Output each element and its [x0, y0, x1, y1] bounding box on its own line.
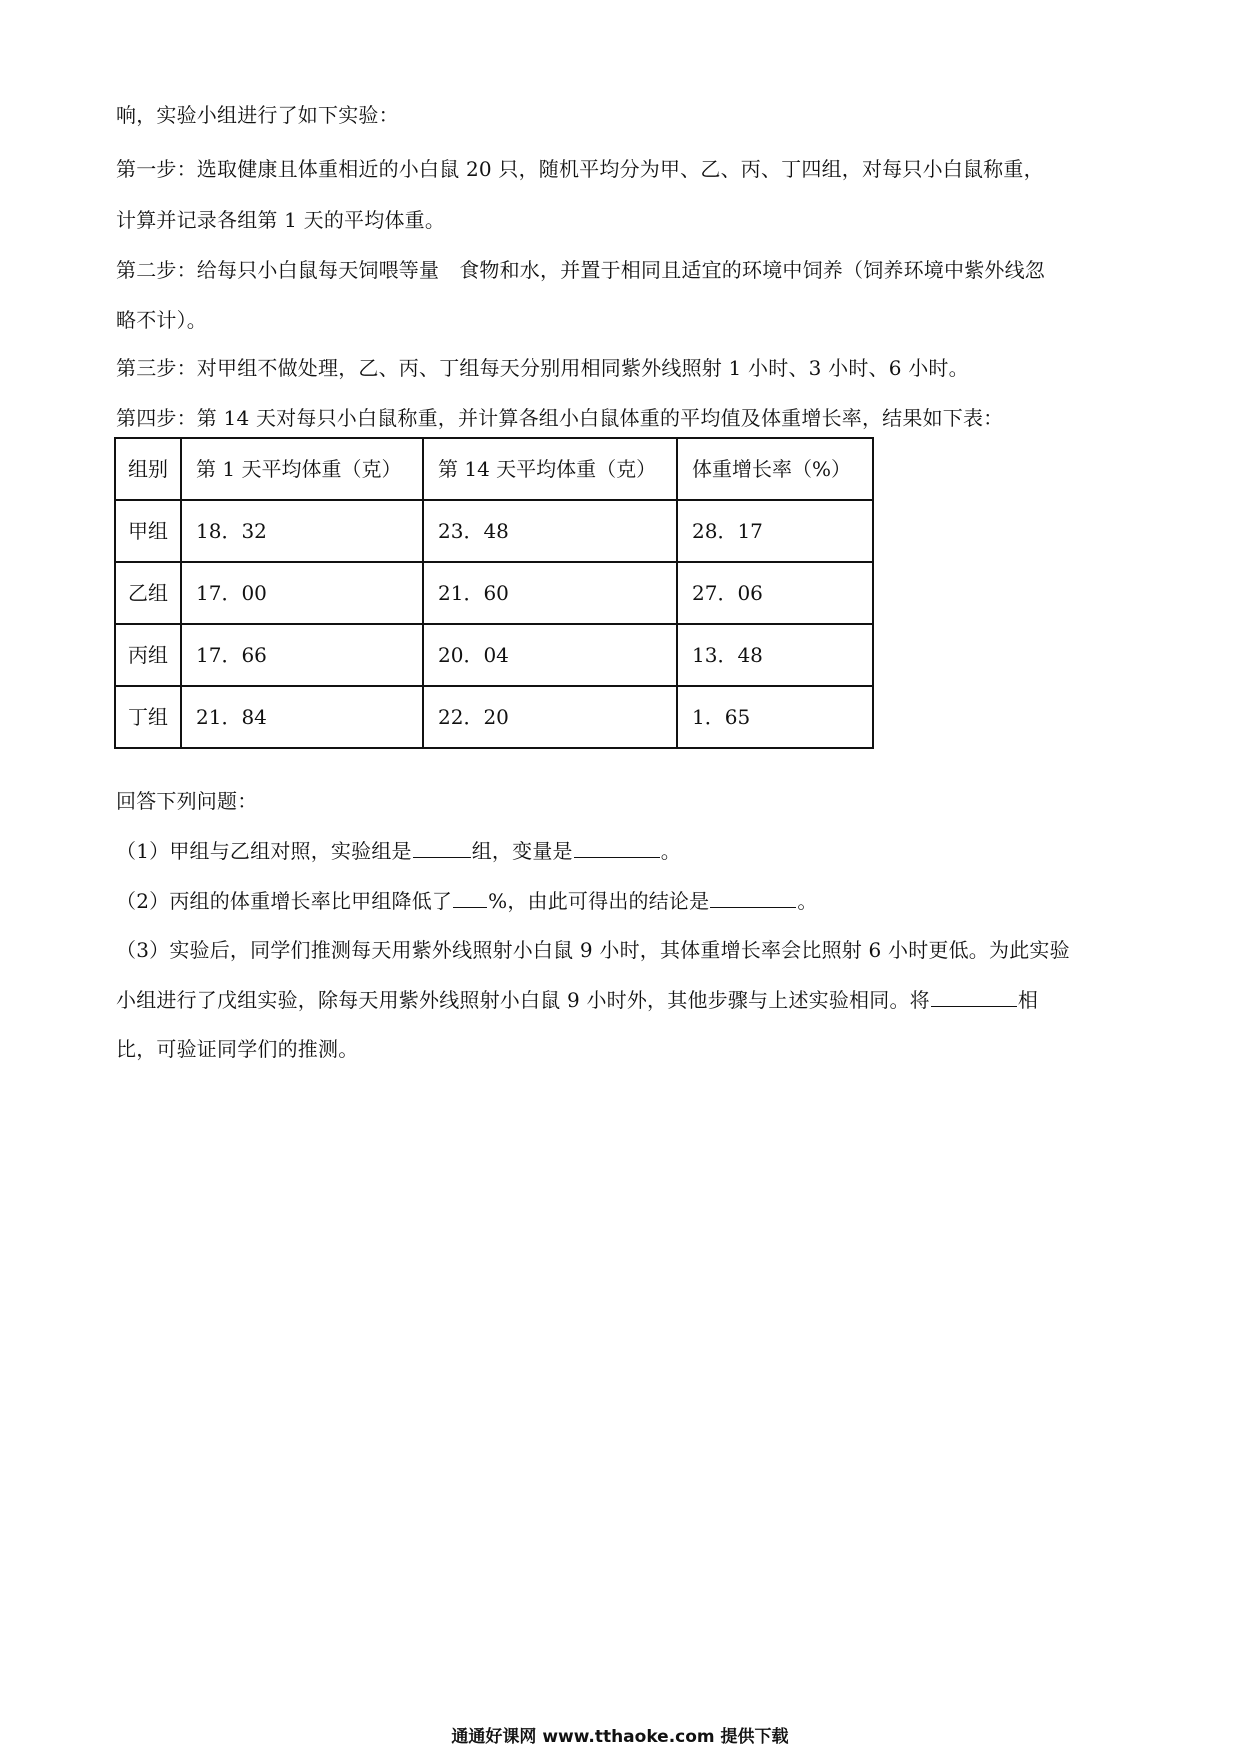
- step3-line: 第三步：对甲组不做处理，乙、丙、丁组每天分别用相同紫外线照射 1 小时、3 小时、6 小时。: [116, 356, 969, 380]
- table-cell: 22．20: [423, 686, 677, 748]
- q2-text-b: %，由此可得出的结论是: [488, 889, 710, 913]
- table-cell: 17．66: [181, 624, 423, 686]
- table-cell: 20．04: [423, 624, 677, 686]
- q3-blank-compare[interactable]: [931, 986, 1017, 1007]
- table-row: [115, 686, 873, 748]
- q3-text-b: 相: [1017, 988, 1039, 1012]
- results-table: [114, 437, 874, 749]
- step2-text-b: 食物和水，并置于相同且适宜的环境中饲养（饲养环境中紫外线忽: [459, 258, 1046, 282]
- header-cell-day1: 第 1 天平均体重（克）: [181, 438, 423, 500]
- q1-blank-variable[interactable]: [574, 837, 660, 858]
- table-cell: 18．32: [181, 500, 423, 562]
- question-3-line3: 比，可验证同学们的推测。: [116, 1037, 359, 1061]
- table-row: [115, 500, 873, 562]
- table-row: [115, 624, 873, 686]
- table-cell: 13．48: [677, 624, 873, 686]
- table-cell: 23．48: [423, 500, 677, 562]
- table-cell: 丙组: [115, 624, 181, 686]
- table-cell: 乙组: [115, 562, 181, 624]
- table-cell: 丁组: [115, 686, 181, 748]
- q1-blank-group[interactable]: [413, 837, 471, 858]
- q2-blank-conclusion[interactable]: [710, 887, 796, 908]
- header-cell-growth: 体重增长率（%）: [677, 438, 873, 500]
- step1-line2: 计算并记录各组第 1 天的平均体重。: [116, 208, 446, 232]
- table-cell: 17．00: [181, 562, 423, 624]
- question-2: [116, 887, 1136, 914]
- step2-line2: 略不计）。: [116, 308, 207, 332]
- table-cell: 甲组: [115, 500, 181, 562]
- table-cell: 28．17: [677, 500, 873, 562]
- question-3-line2: [116, 986, 1136, 1013]
- q2-text-a: （2）丙组的体重增长率比甲组降低了: [116, 889, 453, 913]
- q2-blank-percent[interactable]: [453, 887, 487, 908]
- table-cell: 1．65: [677, 686, 873, 748]
- step2-line1: [116, 257, 1136, 283]
- table-cell: 27．06: [677, 562, 873, 624]
- question-3-line1: （3）实验后，同学们推测每天用紫外线照射小白鼠 9 小时，其体重增长率会比照射 6 小时更低。为此实验: [116, 938, 1070, 962]
- header-cell-group: 组别: [115, 438, 181, 500]
- q1-text-b: 组，变量是: [471, 839, 573, 863]
- q2-text-c: 。: [797, 889, 818, 913]
- footer-watermark: 通通好课网 www.tthaoke.com 提供下载: [451, 1727, 789, 1747]
- table-cell: 21．60: [423, 562, 677, 624]
- table-cell: 21．84: [181, 686, 423, 748]
- question-1: [116, 837, 1136, 864]
- q1-text-a: （1）甲组与乙组对照，实验组是: [116, 839, 412, 863]
- step2-text-a: 第二步：给每只小白鼠每天饲喂等量: [116, 258, 440, 282]
- questions-heading: 回答下列问题：: [116, 789, 258, 813]
- step4-line: 第四步：第 14 天对每只小白鼠称重，并计算各组小白鼠体重的平均值及体重增长率，结果如下表：: [116, 406, 1004, 430]
- table-row: [115, 562, 873, 624]
- q1-text-c: 。: [660, 839, 681, 863]
- intro-line: 响，实验小组进行了如下实验：: [116, 103, 399, 127]
- header-cell-day14: 第 14 天平均体重（克）: [423, 438, 677, 500]
- step1-line1: 第一步：选取健康且体重相近的小白鼠 20 只，随机平均分为甲、乙、丙、丁四组，对每只小白鼠称重，: [116, 157, 1044, 181]
- q3-text-a: 小组进行了戊组实验，除每天用紫外线照射小白鼠 9 小时外，其他步骤与上述实验相同。将: [116, 988, 930, 1012]
- table-header-row: [115, 438, 873, 500]
